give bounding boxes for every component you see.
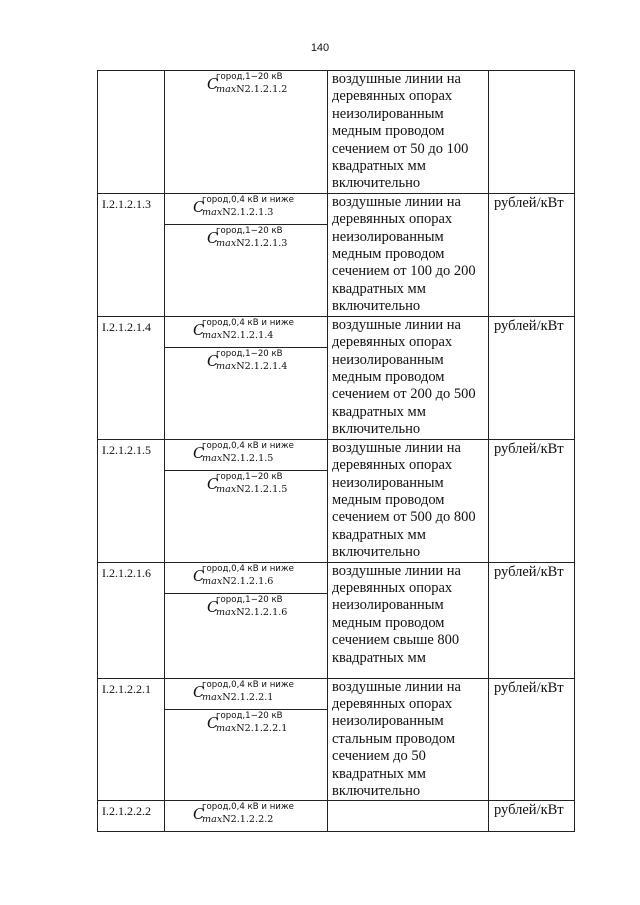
formula-superscript: город,0,4 кВ и ниже <box>202 317 294 328</box>
formula-subscript-italic: max <box>202 691 223 703</box>
formula-superscript: город,0,4 кВ и ниже <box>202 802 294 813</box>
formula-subscript <box>202 576 273 587</box>
formula-subscript-italic: max <box>202 575 223 587</box>
formula-symbol: C <box>207 713 219 732</box>
tariff-formula <box>165 679 327 709</box>
tariff-formula <box>165 470 327 501</box>
row-unit: рублей/кВт <box>489 801 575 832</box>
row-code: I.2.1.2.2.1 <box>98 678 165 801</box>
tariff-formula <box>165 71 327 101</box>
formula-subscript-italic: max <box>202 206 223 218</box>
row-description: воздушные линии на деревянных опорах неизолированным медным проводом сечением от 100 до 200 квадратных мм включительно <box>328 193 489 316</box>
formula-subscript-italic: max <box>216 606 237 618</box>
formula-subscript-code: N2.1.2.2.1 <box>222 691 274 703</box>
formula-superscript: город,1−20 кВ <box>216 471 283 482</box>
formula-subscript <box>202 330 273 341</box>
formula-subscript-code: N2.1.2.1.6 <box>236 606 288 618</box>
row-unit <box>489 71 575 194</box>
formula-superscript: город,1−20 кВ <box>216 710 283 721</box>
row-description: воздушные линии на деревянных опорах неизолированным стальным проводом сечением до 50 квадратных мм включительно <box>328 678 489 801</box>
row-code: I.2.1.2.1.4 <box>98 316 165 439</box>
page-number: 140 <box>310 42 330 54</box>
formula-subscript-italic: max <box>202 329 223 341</box>
row-description: воздушные линии на деревянных опорах неизолированным медным проводом сечением от 50 до 100 квадратных мм включительно <box>328 71 489 194</box>
formula-cell <box>165 562 328 678</box>
formula-subscript-italic: max <box>216 722 237 734</box>
row-unit: рублей/кВт <box>489 193 575 316</box>
formula-symbol: C <box>193 443 205 462</box>
formula-symbol: C <box>193 566 205 585</box>
formula-subscript-italic: max <box>216 237 237 249</box>
formula-symbol: C <box>207 474 219 493</box>
formula-superscript: город,0,4 кВ и ниже <box>202 440 294 451</box>
row-unit: рублей/кВт <box>489 439 575 562</box>
formula-subscript <box>202 453 273 464</box>
formula-superscript: город,1−20 кВ <box>216 225 283 236</box>
formula-subscript-code: N2.1.2.1.2 <box>236 84 288 95</box>
formula-cell <box>165 439 328 562</box>
tariff-formula <box>165 563 327 593</box>
formula-symbol: C <box>193 197 205 216</box>
formula-subscript-code: N2.1.2.1.3 <box>236 237 288 249</box>
formula-symbol: C <box>207 351 219 370</box>
row-description <box>328 801 489 832</box>
formula-cell <box>165 678 328 801</box>
tariff-formula <box>165 440 327 470</box>
tariff-table-body <box>98 71 575 832</box>
tariff-formula <box>165 317 327 347</box>
formula-subscript <box>216 361 287 372</box>
row-description: воздушные линии на деревянных опорах неизолированным медным проводом сечением от 500 до 800 квадратных мм включительно <box>328 439 489 562</box>
table-row <box>98 316 575 439</box>
formula-cell <box>165 193 328 316</box>
table-row <box>98 193 575 316</box>
formula-subscript <box>216 238 287 249</box>
formula-subscript <box>216 723 287 734</box>
formula-symbol: C <box>193 805 205 824</box>
table-row <box>98 71 575 194</box>
formula-symbol: C <box>193 320 205 339</box>
tariff-formula <box>165 801 327 831</box>
formula-subscript-italic: max <box>202 814 223 826</box>
formula-subscript-italic: max <box>216 483 237 495</box>
formula-subscript <box>202 814 273 825</box>
formula-cell <box>165 316 328 439</box>
formula-superscript: город,1−20 кВ <box>216 348 283 359</box>
tariff-formula <box>165 593 327 624</box>
tariff-table <box>97 70 575 832</box>
row-unit: рублей/кВт <box>489 678 575 801</box>
formula-subscript-code: N2.1.2.1.4 <box>222 329 274 341</box>
row-code: I.2.1.2.1.5 <box>98 439 165 562</box>
formula-superscript: город,0,4 кВ и ниже <box>202 194 294 205</box>
row-description: воздушные линии на деревянных опорах неизолированным медным проводом сечением свыше 800 квадратных мм <box>328 562 489 678</box>
formula-subscript-code: N2.1.2.1.5 <box>222 452 274 464</box>
row-code: I.2.1.2.1.6 <box>98 562 165 678</box>
formula-subscript-code: N2.1.2.2.2 <box>222 814 274 826</box>
tariff-formula <box>165 224 327 255</box>
row-code: I.2.1.2.1.3 <box>98 193 165 316</box>
formula-subscript-code: N2.1.2.1.5 <box>236 483 288 495</box>
formula-subscript <box>216 484 287 495</box>
formula-subscript <box>202 692 273 703</box>
table-row <box>98 801 575 832</box>
tariff-formula <box>165 347 327 378</box>
formula-superscript: город,0,4 кВ и ниже <box>202 679 294 690</box>
table-row <box>98 562 575 678</box>
table-row <box>98 678 575 801</box>
formula-symbol: C <box>207 75 219 93</box>
formula-superscript: город,1−20 кВ <box>216 594 283 605</box>
formula-subscript <box>216 607 287 618</box>
tariff-formula <box>165 709 327 740</box>
formula-subscript-code: N2.1.2.1.4 <box>236 360 288 372</box>
formula-cell <box>165 801 328 832</box>
formula-subscript-italic: max <box>216 360 237 372</box>
formula-superscript: город,1−20 кВ <box>216 72 283 82</box>
formula-superscript: город,0,4 кВ и ниже <box>202 563 294 574</box>
formula-subscript <box>216 84 287 95</box>
formula-symbol: C <box>207 228 219 247</box>
tariff-formula <box>165 194 327 224</box>
formula-subscript-italic: max <box>202 452 223 464</box>
formula-subscript-code: N2.1.2.2.1 <box>236 722 288 734</box>
row-code <box>98 71 165 194</box>
formula-subscript-code: N2.1.2.1.3 <box>222 206 274 218</box>
row-code: I.2.1.2.2.2 <box>98 801 165 832</box>
row-description: воздушные линии на деревянных опорах неизолированным медным проводом сечением от 200 до 500 квадратных мм включительно <box>328 316 489 439</box>
row-unit: рублей/кВт <box>489 316 575 439</box>
formula-subscript <box>202 207 273 218</box>
formula-symbol: C <box>207 597 219 616</box>
formula-subscript-code: N2.1.2.1.6 <box>222 575 274 587</box>
row-unit: рублей/кВт <box>489 562 575 678</box>
formula-subscript-italic: max <box>216 84 237 95</box>
table-row <box>98 439 575 562</box>
formula-cell <box>165 71 328 194</box>
formula-symbol: C <box>193 682 205 701</box>
